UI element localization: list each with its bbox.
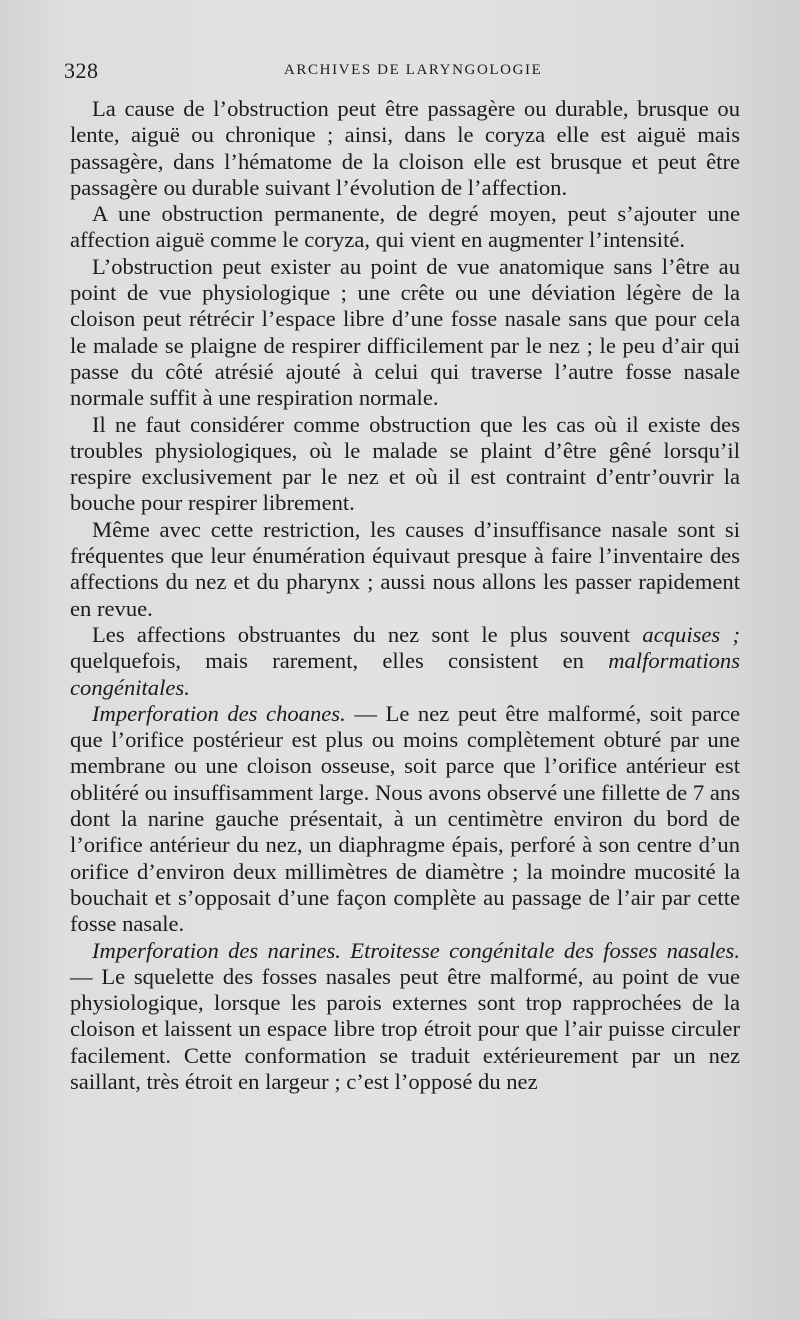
- page-number: 328: [64, 58, 99, 83]
- paragraph: [70, 254, 740, 412]
- italic-text: Imperforation des choanes.: [92, 700, 346, 726]
- text-segment: Même avec cette restriction, les causes d’insuffisance nasale sont si fréquentes que leur énumération équivaut presque à faire l’inventaire des affections du nez et du pharynx ; aussi nous allons les passer rapidement en revue.: [70, 516, 740, 621]
- text-segment: Il ne faut considérer comme obstruction que les cas où il existe des troubles physiologiques, où le malade se plaint d’être gêné lorsqu’il respire exclusivement par le nez et où il est contraint d’entr’ouvrir la bouche pour respirer librement.: [70, 411, 740, 516]
- page-header: [64, 58, 730, 88]
- text-segment: — Le squelette des fosses nasales peut être malformé, au point de vue physiologique, lorsque les parois externes sont trop rapprochées de la cloison et laissent un espace libre trop étroit pour que l’air puisse circuler facilement. Cette conformation se traduit extérieurement par un nez saillant, très étroit en largeur ; c’est l’opposé du nez: [70, 963, 740, 1094]
- body-text: [70, 96, 740, 1095]
- paragraph: [70, 701, 740, 938]
- paragraph: [70, 96, 740, 201]
- paragraph: [70, 622, 740, 701]
- text-segment: L’obstruction peut exister au point de vue anatomique sans l’être au point de vue physiologique ; une crête ou une déviation légère de la cloison peut rétrécir l’espace libre d’une fosse nasale sans que pour cela le malade se plaigne de respirer difficilement par le nez ; le peu d’air qui passe du côté atrésié ajouté à celui qui traverse l’autre fosse nasale normale suffit à une respiration normale.: [70, 253, 740, 411]
- running-title: ARCHIVES DE LARYNGOLOGIE: [284, 62, 543, 78]
- italic-text: malformations congénitales.: [70, 648, 740, 700]
- text-segment: A une obstruction permanente, de degré moyen, peut s’ajouter une affection aiguë comme le coryza, qui vient en augmenter l’intensité.: [70, 201, 740, 253]
- text-segment: Les affections obstruantes du nez sont le plus souvent: [92, 621, 643, 647]
- italic-text: acquises ;: [642, 621, 740, 647]
- paragraph: [70, 517, 740, 622]
- paragraph: [70, 938, 740, 1096]
- italic-text: Imperforation des narines. Etroitesse congénitale des fosses nasales.: [92, 937, 740, 963]
- paragraph: [70, 412, 740, 517]
- text-segment: La cause de l’obstruction peut être passagère ou durable, brusque ou lente, aiguë ou chronique ; ainsi, dans le coryza elle est aiguë mais passagère, dans l’hématome de la cloison elle est brusque et peut être passagère ou durable suivant l’évolution de l’affection.: [70, 96, 740, 200]
- paragraph: [70, 201, 740, 254]
- text-segment: quelquefois, mais rarement, elles consistent en: [70, 648, 609, 674]
- text-segment: — Le nez peut être malformé, soit parce que l’orifice postérieur est plus ou moins complètement obturé par une membrane ou une cloison osseuse, soit parce que l’orifice antérieur est oblitéré ou insuffisamment large. Nous avons observé une fillette de 7 ans dont la narine gauche présentait, à un centimètre environ du bord de l’orifice antérieur du nez, un diaphragme épais, perforé à son centre d’un orifice d’environ deux millimètres de diamètre ; la moindre mucosité la bouchait et s’opposait d’une façon complète au passage de l’air par cette fosse nasale.: [70, 700, 740, 937]
